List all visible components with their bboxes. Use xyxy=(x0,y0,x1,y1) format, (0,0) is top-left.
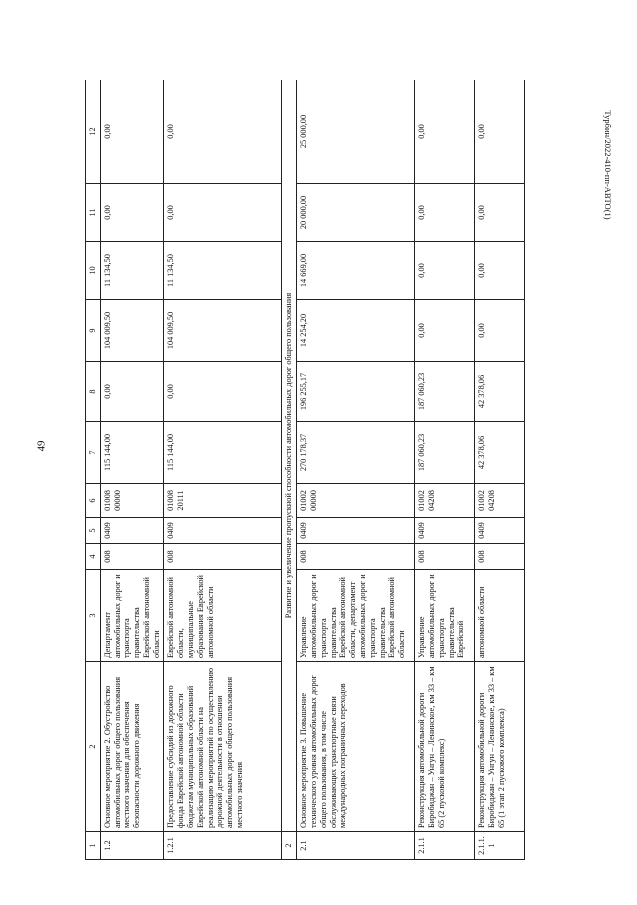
header-cell: 8 xyxy=(86,362,101,422)
table-row xyxy=(297,80,415,860)
code-target: 01008 20111 xyxy=(164,484,282,518)
header-cell: 3 xyxy=(86,570,101,662)
row-id: 2.1.1.1 xyxy=(475,832,525,860)
value-year-2: 104 009,50 xyxy=(164,300,282,362)
row-id: 1.2 xyxy=(100,832,164,860)
header-cell: 6 xyxy=(86,484,101,518)
document-code: Турбин/2022-410-пп-АВТО(1) xyxy=(603,110,613,220)
value-total: 42 378,06 xyxy=(475,422,525,484)
row-id: 2.1.1 xyxy=(415,832,475,860)
code-grbs: 008 xyxy=(475,544,525,570)
value-year-1: 187 060,23 xyxy=(415,362,475,422)
code-target: 01008 00000 xyxy=(100,484,164,518)
header-cell: 4 xyxy=(86,544,101,570)
code-section: 0409 xyxy=(297,518,415,544)
value-total: 115 144,00 xyxy=(164,422,282,484)
executor: Управление автомобильных дорог и транспорта правительства Еврейской xyxy=(415,570,475,662)
value-year-4: 0,00 xyxy=(164,184,282,242)
value-year-3: 11 134,50 xyxy=(100,242,164,300)
code-grbs: 008 xyxy=(297,544,415,570)
row-id: 2.1 xyxy=(297,832,415,860)
code-grbs: 008 xyxy=(415,544,475,570)
code-grbs: 008 xyxy=(100,544,164,570)
rotated-table-container xyxy=(85,80,585,860)
value-year-4: 0,00 xyxy=(415,184,475,242)
value-year-3: 0,00 xyxy=(415,242,475,300)
value-year-2: 0,00 xyxy=(415,300,475,362)
value-total: 270 178,37 xyxy=(297,422,415,484)
code-section: 0409 xyxy=(100,518,164,544)
measure-name: Реконструкция автомобильной дороги Биробиджан – Унгун – Ленинское, км 33 – км 65 (2 пусковой комплекс) xyxy=(415,662,475,832)
header-cell: 2 xyxy=(86,662,101,832)
executor: автономной области xyxy=(475,570,525,662)
measure-name: Основное мероприятие 3. Повышение технического уровня автомобильных дорог общего пользования, в том числе обслуживающих транспортные связи международных пограничных переходов xyxy=(297,662,415,832)
value-year-2: 0,00 xyxy=(475,300,525,362)
section-title: Развитие и увеличение пропускной способности автомобильных дорог общего пользования xyxy=(282,80,297,832)
value-year-3: 11 134,50 xyxy=(164,242,282,300)
measure-name: Основное мероприятие 2. Обустройство автомобильных дорог общего пользования местного значения для обеспечения безопасности дорожного движения xyxy=(100,662,164,832)
value-year-3: 0,00 xyxy=(475,242,525,300)
code-target: 01002 04208 xyxy=(475,484,525,518)
value-year-4: 20 000,00 xyxy=(297,184,415,242)
table-header-row xyxy=(86,80,101,860)
header-cell: 10 xyxy=(86,242,101,300)
header-cell: 7 xyxy=(86,422,101,484)
table-row xyxy=(415,80,475,860)
section-row xyxy=(282,80,297,860)
code-grbs: 008 xyxy=(164,544,282,570)
header-cell: 1 xyxy=(86,832,101,860)
value-year-4: 0,00 xyxy=(100,184,164,242)
measure-name: Реконструкция автомобильной дороги Биробиджан – Унгун – Ленинское, км 33 – км 65 (1 этап 2 пускового комплекса) xyxy=(475,662,525,832)
value-year-1: 0,00 xyxy=(100,362,164,422)
table-viewport xyxy=(85,80,615,860)
section-id: 2 xyxy=(282,832,297,860)
executor: Еврейской автономной области, муниципальные образования Еврейской автономной области xyxy=(164,570,282,662)
measure-name: Предоставление субсидий из дорожного фонда Еврейской автономной области бюджетам муниципальных образований Еврейской автономной области на реализацию мероприятий по осуществлению дорожной деятельности в отношении автомобильных дорог общего пользования местного значения xyxy=(164,662,282,832)
value-year-2: 104 009,50 xyxy=(100,300,164,362)
table-row xyxy=(475,80,525,860)
header-cell: 11 xyxy=(86,184,101,242)
executor: Управление автомобильных дорог и транспорта правительства Еврейской автономной области, департамент автомобильных дорог и транспорта правительства Еврейской автономной области xyxy=(297,570,415,662)
executor: Департамент автомобильных дорог и транспорта правительства Еврейской автономной области xyxy=(100,570,164,662)
value-year-2: 14 254,20 xyxy=(297,300,415,362)
header-cell: 5 xyxy=(86,518,101,544)
table-row xyxy=(100,80,164,860)
value-year-1: 42 378,06 xyxy=(475,362,525,422)
row-id: 1.2.1 xyxy=(164,832,282,860)
table-row xyxy=(164,80,282,860)
header-cell: 9 xyxy=(86,300,101,362)
value-year-4: 0,00 xyxy=(475,184,525,242)
value-year-5: 25 000,00 xyxy=(297,80,415,184)
code-section: 0409 xyxy=(164,518,282,544)
page-number: 49 xyxy=(35,440,48,452)
code-target: 01002 04208 xyxy=(415,484,475,518)
code-section: 0409 xyxy=(475,518,525,544)
value-year-3: 14 669,00 xyxy=(297,242,415,300)
value-year-5: 0,00 xyxy=(415,80,475,184)
value-year-5: 0,00 xyxy=(475,80,525,184)
value-total: 115 144,00 xyxy=(100,422,164,484)
value-year-1: 0,00 xyxy=(164,362,282,422)
value-year-5: 0,00 xyxy=(164,80,282,184)
budget-table xyxy=(85,80,525,860)
value-total: 187 060,23 xyxy=(415,422,475,484)
value-year-5: 0,00 xyxy=(100,80,164,184)
code-target: 01002 00000 xyxy=(297,484,415,518)
code-section: 0409 xyxy=(415,518,475,544)
value-year-1: 196 255,17 xyxy=(297,362,415,422)
header-cell: 12 xyxy=(86,80,101,184)
